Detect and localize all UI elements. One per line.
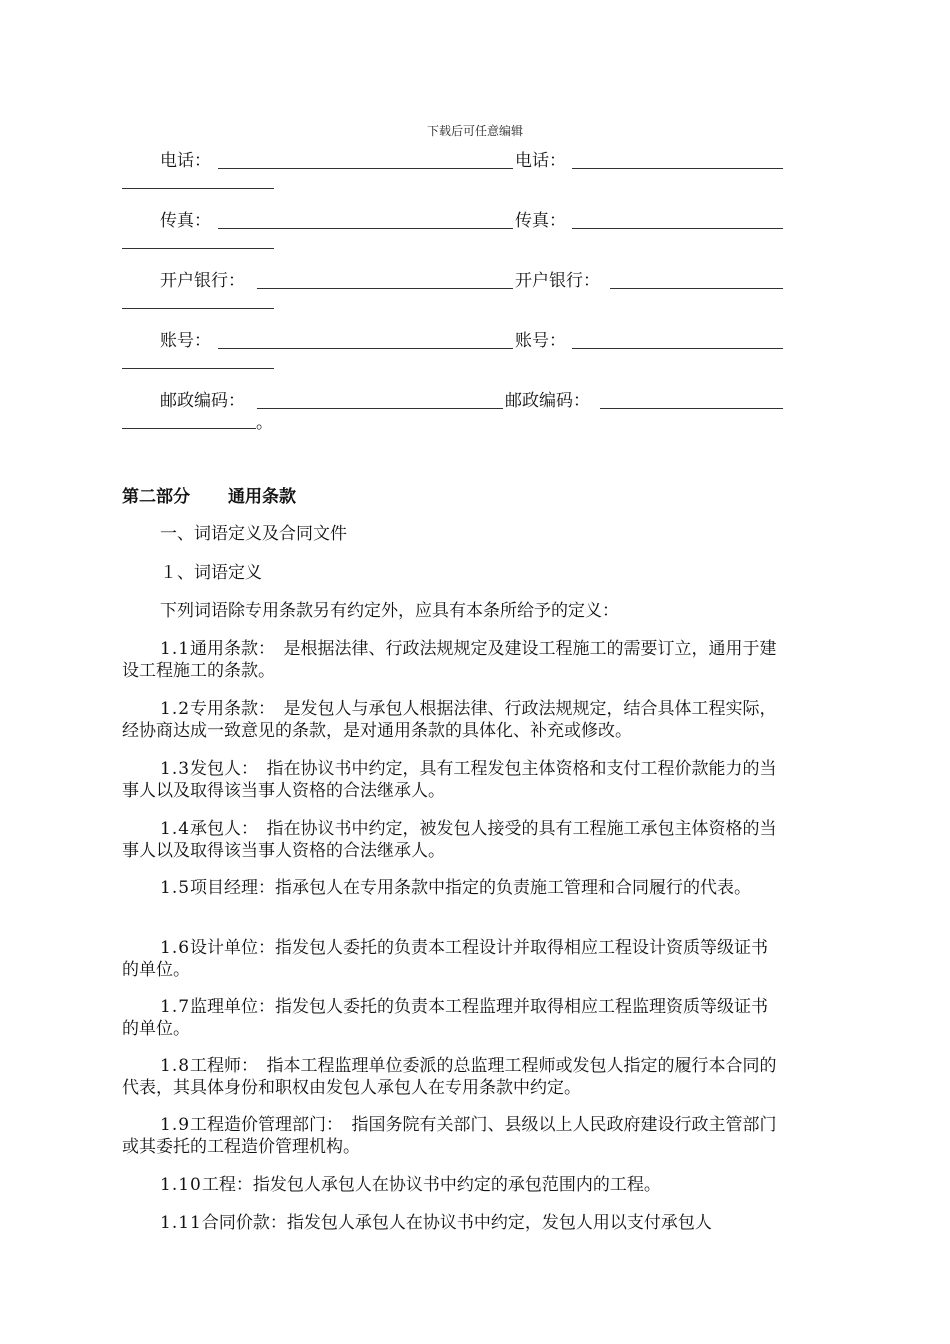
- definition-number: 1.2: [160, 699, 191, 719]
- definition-number: 1.11: [160, 1213, 202, 1233]
- definition-term: 工程师：: [190, 1056, 250, 1076]
- section-heading: [122, 485, 296, 509]
- definition-number: 1.3: [160, 759, 191, 779]
- definition-text: 指本工程监理单位委派的总监理工程师或发包人指定的履行本合同的代表，其具体身份和职权由发包人承包人在专用条款中约定。: [122, 1056, 777, 1098]
- subheading-word-definitions: １、词语定义: [160, 563, 262, 583]
- definition-number: 1.5: [160, 878, 191, 898]
- definition-term: 承包人：: [190, 819, 250, 839]
- account-field-left[interactable]: [218, 348, 513, 349]
- definition-term: 专用条款：: [190, 699, 267, 719]
- fax-field-continued[interactable]: [122, 248, 274, 249]
- definition-text: 指在协议书中约定，具有工程发包主体资格和支付工程价款能力的当事人以及取得该当事人资格的合法继承人。: [122, 759, 777, 801]
- definition-term: 发包人：: [190, 759, 250, 779]
- definition-number: 1.10: [160, 1175, 202, 1195]
- definition-number: 1.6: [160, 938, 191, 958]
- definition-item: [122, 877, 784, 899]
- definition-text: 指国务院有关部门、县级以上人民政府建设行政主管部门或其委托的工程造价管理机构。: [122, 1115, 777, 1157]
- account-field-right[interactable]: [572, 348, 783, 349]
- definition-text: 是发包人与承包人根据法律、行政法规规定，结合具体工程实际，经协商达成一致意见的条款，是对通用条款的具体化、补充或修改。: [122, 699, 777, 741]
- definition-term: 监理单位：: [190, 997, 276, 1017]
- definition-text: 指发包人委托的负责本工程设计并取得相应工程设计资质等级证书的单位。: [122, 938, 769, 980]
- account-label-right: 账号：: [515, 331, 566, 351]
- section-title-text: 通用条款: [228, 487, 296, 507]
- definition-item: [122, 1055, 784, 1099]
- definition-item: [122, 758, 784, 802]
- definition-item: [122, 996, 784, 1040]
- definition-item: [122, 1212, 784, 1234]
- fax-field-left[interactable]: [218, 228, 513, 229]
- account-label-left: 账号：: [160, 331, 211, 351]
- definition-term: 工程：: [201, 1175, 253, 1195]
- definition-number: 1.9: [160, 1115, 191, 1135]
- fax-field-right[interactable]: [572, 228, 783, 229]
- subheading-word-definitions-and-documents: 一、词语定义及合同文件: [160, 524, 347, 544]
- definition-item: [122, 818, 784, 862]
- definition-term: 设计单位：: [190, 938, 276, 958]
- phone-field-right[interactable]: [572, 168, 783, 169]
- definition-number: 1.8: [160, 1056, 191, 1076]
- definition-text: 指发包人委托的负责本工程监理并取得相应工程监理资质等级证书的单位。: [122, 997, 769, 1039]
- bank-label-left: 开户银行：: [160, 271, 245, 291]
- phone-field-left[interactable]: [218, 168, 513, 169]
- definition-term: 项目经理：: [190, 878, 276, 898]
- account-field-continued[interactable]: [122, 368, 274, 369]
- postcode-end-mark: 。: [256, 413, 273, 433]
- section-part: 第二部分: [122, 487, 190, 507]
- definition-text: 指承包人在专用条款中指定的负责施工管理和合同履行的代表。: [275, 878, 752, 898]
- definition-text: 指在协议书中约定，被发包人接受的具有工程施工承包主体资格的当事人以及取得该当事人资格的合法继承人。: [122, 819, 777, 861]
- definition-text: 是根据法律、行政法规规定及建设工程施工的需要订立，通用于建设工程施工的条款。: [122, 639, 777, 681]
- bank-field-left[interactable]: [257, 288, 513, 289]
- fax-label-right: 传真：: [515, 211, 566, 231]
- phone-label-left: 电话：: [160, 151, 211, 171]
- definition-number: 1.1: [160, 639, 191, 659]
- definition-term: 合同价款：: [201, 1213, 287, 1233]
- contact-row-phone: [0, 150, 950, 190]
- definition-text: 指发包人承包人在协议书中约定，发包人用以支付承包人: [286, 1213, 712, 1233]
- definition-text: 指发包人承包人在协议书中约定的承包范围内的工程。: [252, 1175, 661, 1195]
- definition-number: 1.7: [160, 997, 191, 1017]
- bank-label-right: 开户银行：: [515, 271, 600, 291]
- phone-label-right: 电话：: [515, 151, 566, 171]
- definition-item: [122, 1174, 784, 1196]
- contact-row-account: [0, 330, 950, 370]
- postcode-label-left: 邮政编码：: [160, 391, 245, 411]
- definition-item: [122, 638, 784, 682]
- postcode-label-right: 邮政编码：: [505, 391, 590, 411]
- bank-field-continued[interactable]: [122, 308, 274, 309]
- definition-term: 通用条款：: [190, 639, 267, 659]
- contact-row-bank: [0, 270, 950, 310]
- postcode-field-right[interactable]: [600, 408, 783, 409]
- definition-item: [122, 937, 784, 981]
- postcode-field-continued[interactable]: [122, 428, 256, 429]
- definition-term: 工程造价管理部门：: [190, 1115, 335, 1135]
- header-note: 下载后可任意编辑: [426, 124, 523, 138]
- contact-row-fax: [0, 210, 950, 250]
- definition-item: [122, 1114, 784, 1158]
- contact-row-postcode: [0, 390, 950, 433]
- phone-field-continued[interactable]: [122, 188, 274, 189]
- definition-number: 1.4: [160, 819, 191, 839]
- bank-field-right[interactable]: [610, 288, 783, 289]
- postcode-field-left[interactable]: [257, 408, 503, 409]
- definition-item: [122, 698, 784, 742]
- fax-label-left: 传真：: [160, 211, 211, 231]
- definitions-intro: 下列词语除专用条款另有约定外，应具有本条所给予的定义：: [160, 601, 619, 621]
